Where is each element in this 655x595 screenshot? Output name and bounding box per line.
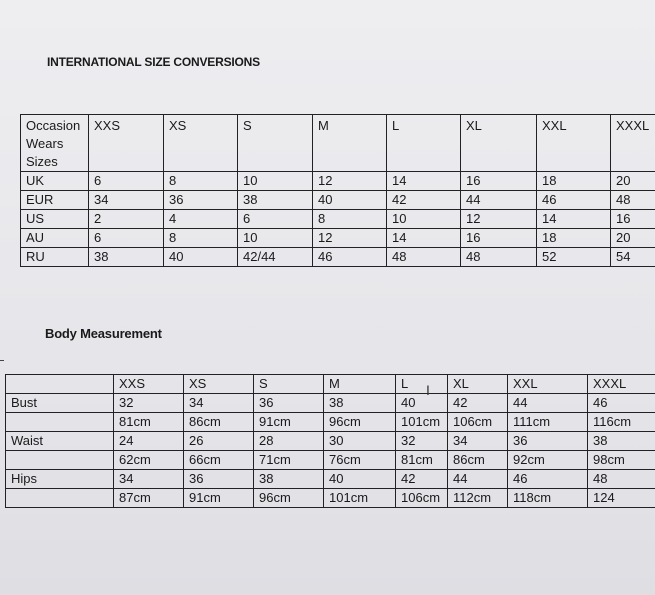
row-label: Waist (6, 432, 114, 451)
table-cell: 16 (461, 172, 537, 191)
table-cell: 96cm (254, 489, 324, 508)
table-row (21, 172, 655, 191)
table-cell: 12 (313, 229, 387, 248)
table-cell: 112cm (448, 489, 508, 508)
table-cell: 106cm (448, 413, 508, 432)
table-row (6, 394, 655, 413)
table-cell: 81cm (114, 413, 184, 432)
table-cell: 20 (611, 172, 655, 191)
size-header: XXS (89, 115, 164, 172)
table-cell: 62cm (114, 451, 184, 470)
table-cell: 44 (508, 394, 588, 413)
table-cell: 4 (164, 210, 238, 229)
table-cell: 32 (114, 394, 184, 413)
size-header: L (387, 115, 461, 172)
row-label: UK (21, 172, 89, 191)
table-cell: 54 (611, 248, 655, 267)
table-cell: 18 (537, 172, 611, 191)
table-cell: 42/44 (238, 248, 313, 267)
table-row (6, 432, 655, 451)
table-cell: 14 (537, 210, 611, 229)
table-cell: 86cm (448, 451, 508, 470)
table-row (6, 489, 655, 508)
table-cell: 38 (89, 248, 164, 267)
size-header: XS (184, 375, 254, 394)
conversion-header-row (21, 115, 655, 172)
table-cell: 6 (238, 210, 313, 229)
table-cell: 36 (508, 432, 588, 451)
row-label: Hips (6, 470, 114, 489)
table-cell: 44 (461, 191, 537, 210)
size-conversion-table (20, 114, 655, 267)
size-header: XXXL (611, 115, 655, 172)
size-header: XXS (114, 375, 184, 394)
table-cell: 46 (313, 248, 387, 267)
table-cell: 40 (396, 394, 448, 413)
table-cell: 38 (254, 470, 324, 489)
table-row (21, 248, 655, 267)
row-label (6, 413, 114, 432)
table-cell: 96cm (324, 413, 396, 432)
table-cell: 87cm (114, 489, 184, 508)
table-cell: 48 (611, 191, 655, 210)
table-cell: 12 (461, 210, 537, 229)
table-cell: 24 (114, 432, 184, 451)
size-header: XXXL (588, 375, 655, 394)
size-header: XL (461, 115, 537, 172)
table-cell: 46 (508, 470, 588, 489)
table-cell: 91cm (184, 489, 254, 508)
table-cell: 20 (611, 229, 655, 248)
size-header: XXL (537, 115, 611, 172)
table-cell: 10 (238, 229, 313, 248)
table-cell: 12 (313, 172, 387, 191)
table-cell: 36 (254, 394, 324, 413)
size-header: XXL (508, 375, 588, 394)
size-header: M (313, 115, 387, 172)
table-cell: 48 (588, 470, 655, 489)
conversion-title: INTERNATIONAL SIZE CONVERSIONS (47, 55, 260, 69)
table-cell: 66cm (184, 451, 254, 470)
table-cell: 34 (184, 394, 254, 413)
table-cell: 6 (89, 229, 164, 248)
size-header: S (238, 115, 313, 172)
table-cell: 8 (313, 210, 387, 229)
table-cell: 81cm (396, 451, 448, 470)
table-cell: 32 (396, 432, 448, 451)
table-cell: 48 (461, 248, 537, 267)
table-cell: 101cm (324, 489, 396, 508)
table-cell: 8 (164, 229, 238, 248)
table-cell: 106cm (396, 489, 448, 508)
row-label (6, 489, 114, 508)
table-cell: 34 (89, 191, 164, 210)
size-header: XS (164, 115, 238, 172)
table-cell: 76cm (324, 451, 396, 470)
table-cell: 48 (387, 248, 461, 267)
table-cell: 14 (387, 172, 461, 191)
table-cell: 36 (184, 470, 254, 489)
body-measurement-table (5, 374, 655, 508)
size-header: M (324, 375, 396, 394)
table-row (6, 451, 655, 470)
size-header: L (396, 375, 448, 394)
body-measurement-title: Body Measurement (45, 326, 162, 341)
table-row (21, 210, 655, 229)
table-cell: 26 (184, 432, 254, 451)
table-cell: 91cm (254, 413, 324, 432)
text-cursor-icon: I (426, 382, 430, 398)
table-cell: 34 (448, 432, 508, 451)
row-label: Bust (6, 394, 114, 413)
blank-header-cell (6, 375, 114, 394)
table-cell: 28 (254, 432, 324, 451)
table-cell: 40 (324, 470, 396, 489)
table-cell: 18 (537, 229, 611, 248)
size-header: S (254, 375, 324, 394)
body-header-row (6, 375, 655, 394)
row-label (6, 451, 114, 470)
table-cell: 30 (324, 432, 396, 451)
table-row (21, 191, 655, 210)
table-cell: 111cm (508, 413, 588, 432)
table-cell: 10 (238, 172, 313, 191)
row-label: AU (21, 229, 89, 248)
table-cell: 42 (387, 191, 461, 210)
table-row (6, 413, 655, 432)
table-cell: 40 (164, 248, 238, 267)
table-cell: 92cm (508, 451, 588, 470)
table-cell: 42 (448, 394, 508, 413)
table-cell: 86cm (184, 413, 254, 432)
row-label: EUR (21, 191, 89, 210)
table-cell: 71cm (254, 451, 324, 470)
size-header: XL (448, 375, 508, 394)
table-cell: 34 (114, 470, 184, 489)
table-cell: 8 (164, 172, 238, 191)
table-cell: 38 (588, 432, 655, 451)
table-cell: 36 (164, 191, 238, 210)
table-cell: 44 (448, 470, 508, 489)
table-cell: 16 (611, 210, 655, 229)
row-label: US (21, 210, 89, 229)
margin-marker (0, 360, 4, 365)
table-cell: 42 (396, 470, 448, 489)
table-cell: 98cm (588, 451, 655, 470)
table-cell: 124 (588, 489, 655, 508)
table-cell: 118cm (508, 489, 588, 508)
table-cell: 14 (387, 229, 461, 248)
conversion-header-label: Occasion Wears Sizes (21, 115, 89, 172)
table-cell: 46 (588, 394, 655, 413)
table-cell: 40 (313, 191, 387, 210)
table-cell: 52 (537, 248, 611, 267)
table-cell: 116cm (588, 413, 655, 432)
table-cell: 2 (89, 210, 164, 229)
table-cell: 16 (461, 229, 537, 248)
table-row (6, 470, 655, 489)
table-cell: 6 (89, 172, 164, 191)
table-cell: 38 (324, 394, 396, 413)
table-cell: 46 (537, 191, 611, 210)
row-label: RU (21, 248, 89, 267)
table-cell: 10 (387, 210, 461, 229)
table-row (21, 229, 655, 248)
table-cell: 38 (238, 191, 313, 210)
table-cell: 101cm (396, 413, 448, 432)
